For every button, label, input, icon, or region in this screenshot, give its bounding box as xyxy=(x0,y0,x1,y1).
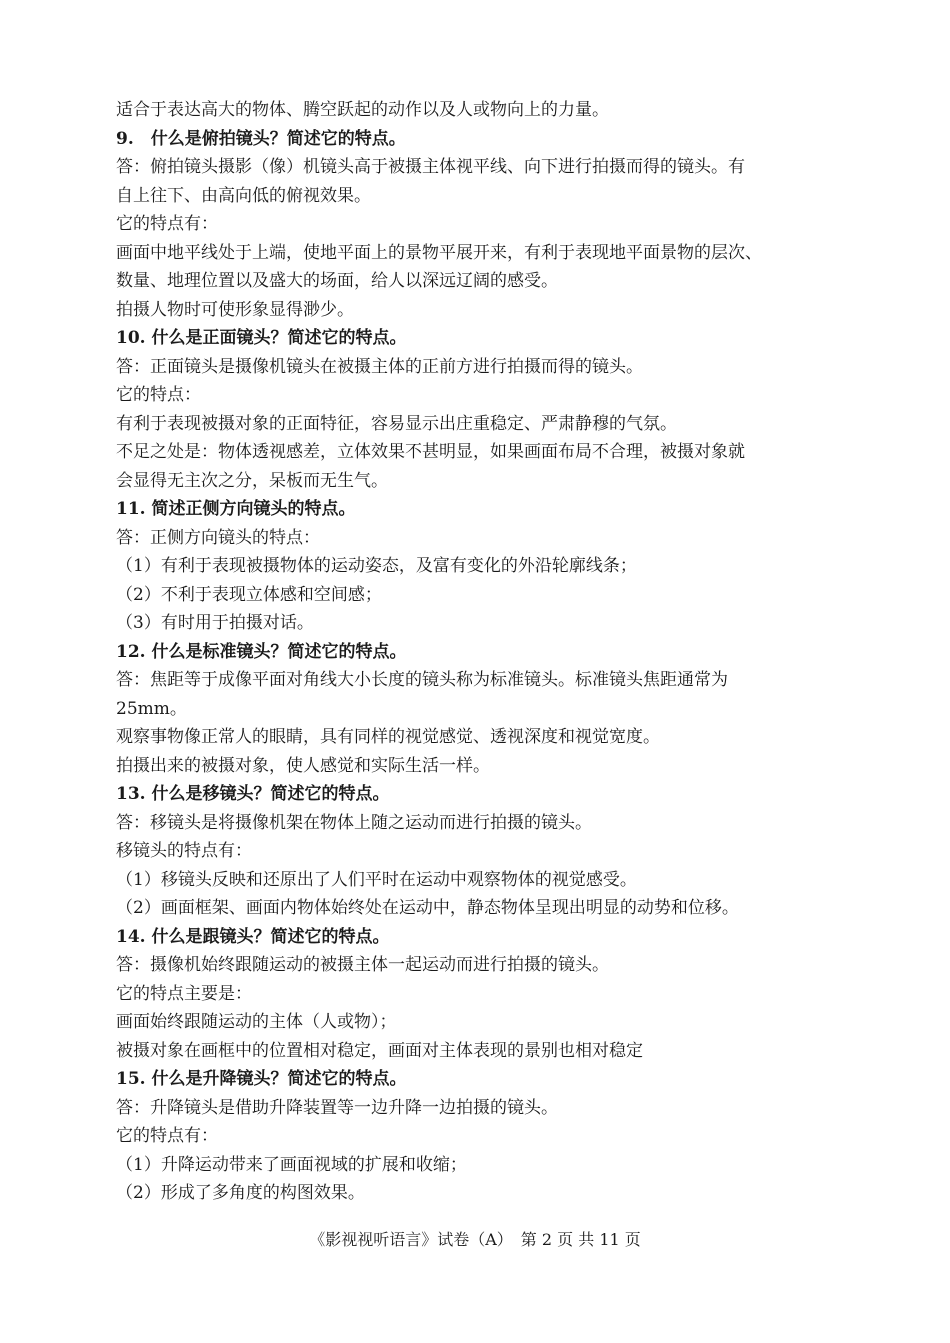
text-line: 有利于表现被摄对象的正面特征，容易显示出庄重稳定、严肃静穆的气氛。 xyxy=(116,413,677,434)
text-line: 会显得无主次之分，呆板而无生气。 xyxy=(116,470,388,491)
text-line: 拍摄出来的被摄对象，使人感觉和实际生活一样。 xyxy=(116,755,490,776)
text-line: （1）升降运动带来了画面视域的扩展和收缩； xyxy=(116,1154,467,1175)
text-line: 答：正面镜头是摄像机镜头在被摄主体的正前方进行拍摄而得的镜头。 xyxy=(116,356,643,377)
question-heading: 12. 什么是标准镜头？简述它的特点。 xyxy=(116,641,407,662)
text-line: （2）不利于表现立体感和空间感； xyxy=(116,584,382,605)
text-line: 答：移镜头是将摄像机架在物体上随之运动而进行拍摄的镜头。 xyxy=(116,812,592,833)
text-line: （1）移镜头反映和还原出了人们平时在运动中观察物体的视觉感受。 xyxy=(116,869,637,890)
page-footer: 《影视视听语言》试卷（A） 第 2 页 共 11 页 xyxy=(309,1230,641,1249)
text-line: 画面始终跟随运动的主体（人或物）； xyxy=(116,1012,397,1032)
document-body xyxy=(116,96,836,1208)
text-line: 答：俯拍镜头摄影（像）机镜头高于被摄主体视平线、向下进行拍摄而得的镜头。有 xyxy=(116,157,745,177)
question-heading: 10. 什么是正面镜头？简述它的特点。 xyxy=(116,328,407,348)
text-line: 它的特点： xyxy=(116,385,201,405)
text-line: 它的特点主要是： xyxy=(116,983,252,1004)
text-line: 答：正侧方向镜头的特点： xyxy=(116,527,320,548)
text-line: 数量、地理位置以及盛大的场面，给人以深远辽阔的感受。 xyxy=(116,271,558,291)
text-line: （1）有利于表现被摄物体的运动姿态，及富有变化的外沿轮廓线条； xyxy=(116,556,637,576)
text-line: 它的特点有： xyxy=(116,214,218,234)
text-line: 答：升降镜头是借助升降装置等一边升降一边拍摄的镜头。 xyxy=(116,1097,558,1118)
text-line: 被摄对象在画框中的位置相对稳定，画面对主体表现的景别也相对稳定 xyxy=(116,1040,643,1061)
text-line: 画面中地平线处于上端，使地平面上的景物平展开来，有利于表现地平面景物的层次、 xyxy=(116,242,762,263)
question-heading: 9. 什么是俯拍镜头？简述它的特点。 xyxy=(116,128,406,149)
text-line: 不足之处是：物体透视感差，立体效果不甚明显，如果画面布局不合理，被摄对象就 xyxy=(116,442,745,462)
question-heading: 15. 什么是升降镜头？简述它的特点。 xyxy=(116,1069,407,1089)
text-line: 移镜头的特点有： xyxy=(116,841,252,861)
question-heading: 14. 什么是跟镜头？简述它的特点。 xyxy=(116,926,390,947)
text-line: 自上往下、由高向低的俯视效果。 xyxy=(116,185,371,206)
text-line: （2）画面框架、画面内物体始终处在运动中，静态物体呈现出明显的动势和位移。 xyxy=(116,898,739,918)
text-line: 答：焦距等于成像平面对角线大小长度的镜头称为标准镜头。标准镜头焦距通常为 xyxy=(116,670,728,690)
text-line: 它的特点有： xyxy=(116,1126,218,1146)
text-line: 答：摄像机始终跟随运动的被摄主体一起运动而进行拍摄的镜头。 xyxy=(116,955,609,975)
text-line: 拍摄人物时可使形象显得渺少。 xyxy=(116,299,354,320)
text-line: （3）有时用于拍摄对话。 xyxy=(116,613,314,633)
text-line: 适合于表达高大的物体、腾空跃起的动作以及人或物向上的力量。 xyxy=(116,100,609,120)
question-heading: 11. 简述正侧方向镜头的特点。 xyxy=(116,499,356,519)
question-heading: 13. 什么是移镜头？简述它的特点。 xyxy=(116,784,390,804)
text-line: 25mm。 xyxy=(116,698,187,719)
text-line: 观察事物像正常人的眼睛，具有同样的视觉感觉、透视深度和视觉宽度。 xyxy=(116,727,660,747)
text-line: （2）形成了多角度的构图效果。 xyxy=(116,1183,365,1203)
